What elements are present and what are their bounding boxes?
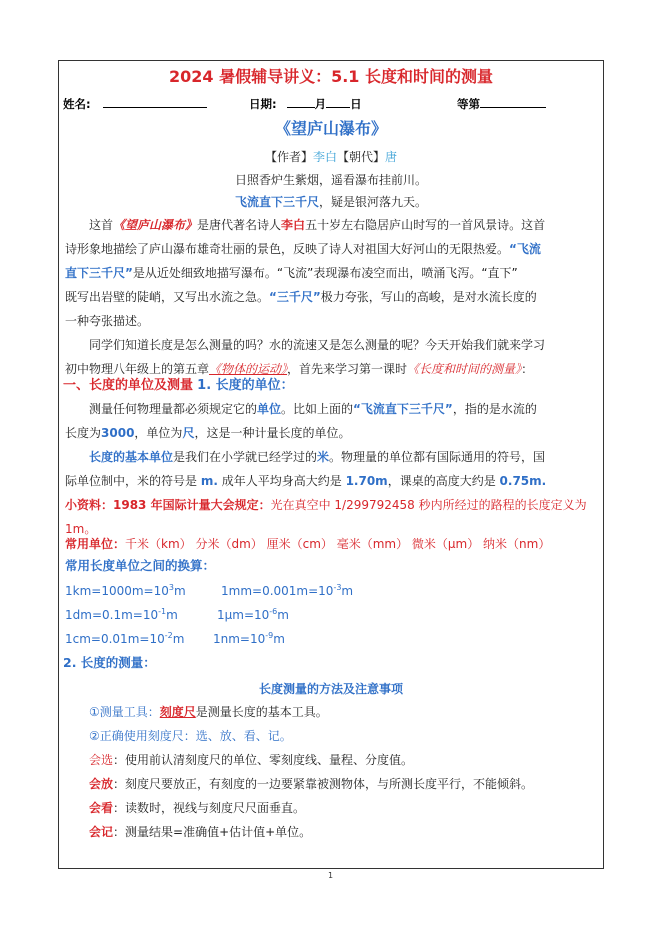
page-frame <box>58 60 604 869</box>
poem-line-2: 飞流直下三千尺，疑是银河落九天。 <box>234 195 428 209</box>
section-2-heading: 2. 长度的测量： <box>63 655 156 670</box>
info-note: 小资料：1983 年国际计量大会规定：光在真空中 1/299792458 秒内所经过的路程的长度定义为 1m。 <box>65 498 587 536</box>
tool-line: ①测量工具：刻度尺是测量长度的基本工具。 <box>89 705 328 719</box>
measurement-title: 长度测量的方法及注意事项 <box>258 682 403 696</box>
grade-field: 等第 <box>457 96 546 112</box>
name-field: 姓名: <box>63 96 207 112</box>
poem-line-1: 日照香炉生紫烟，遥看瀑布挂前川。 <box>234 173 427 187</box>
usage-line: ②正确使用刻度尺：选、放、看、记。 <box>89 729 292 743</box>
conversion-row-2: $1dm=0.1m=10^{-1}m$ <box>65 607 178 622</box>
section-1-heading: 一、长度的单位及测量 1. 长度的单位： <box>63 378 294 393</box>
conversion-row-1b: $1mm=0.001m=10^{-3}m$ <box>221 583 354 598</box>
common-units: 常用单位：千米（km） 分米（dm） 厘米（cm） 毫米（mm） 微米（μm） 纳米（nm） <box>65 537 551 551</box>
intro-paragraph: 这首《望庐山瀑布》是唐代著名诗人李白五十岁左右隐居庐山时写的一首风景诗。这首 诗形象地描绘了庐山瀑布雄奇壮丽的景色，反映了诗人对祖国大好河山的无限热爱。“飞流 直下三千尺”是从近处细致地描写瀑布。“飞流”表现瀑布凌空而出，喷涌飞泻。“直下” 既写出岩壁的陡峭，又写出水流之急。“三千尺”极力夸张，写山的高峻，是对水流长度的 一种夸张描述。 <box>65 218 546 328</box>
poem-author-line: 【作者】李白【朝代】唐 <box>264 150 398 164</box>
conversion-heading: 常用长度单位之间的换算： <box>65 558 216 573</box>
rule-place: 会放：刻度尺要放正，有刻度的一边要紧靠被测物体，与所测长度平行，不能倾斜。 <box>89 777 534 791</box>
conversion-row-1: $1km=1000m=10^3m$ <box>65 583 186 598</box>
page-number: 1 <box>327 871 334 880</box>
intro-paragraph-2: 同学们知道长度是怎么测量的吗？水的流速又是怎么测量的呢？今天开始我们就来学习 初中物理八年级上的第五章《物体的运动》，首先来学习第一课时《长度和时间的测量》： <box>65 338 546 376</box>
rule-read: 会看：读数时，视线与刻度尺尺面垂直。 <box>89 801 306 815</box>
unit-paragraph: 测量任何物理量都必须规定它的单位。比如上面的“飞流直下三千尺”，指的是水流的 长度为3000，单位为尺，这是一种计量长度的单位。 长度的基本单位是我们在小学就已经学过的米。物理量的单位都有国际通用的符号，国 际单位制中，米的符号是 m. 成年人平均身高大约是 1.70m，课桌的高度大约是 0.75m. <box>65 402 547 488</box>
rule-select: 会选：使用前认清刻度尺的单位、零刻度线、量程、分度值。 <box>89 753 414 767</box>
conversion-row-3b: $1nm=10^{-9}m$ <box>213 631 285 646</box>
conversion-row-3: $1cm=0.01m=10^{-2}m$ <box>65 631 185 646</box>
rule-record: 会记：测量结果=准确值+估计值+单位。 <box>89 825 312 839</box>
page-title: 2024 暑假辅导讲义：5.1 长度和时间的测量 <box>168 67 494 86</box>
poem-title: 《望庐山瀑布》 <box>274 119 387 138</box>
date-field: 日期: 月 日 <box>249 97 362 111</box>
conversion-row-2b: $1\mu m=10^{-6}m$ <box>217 607 289 622</box>
